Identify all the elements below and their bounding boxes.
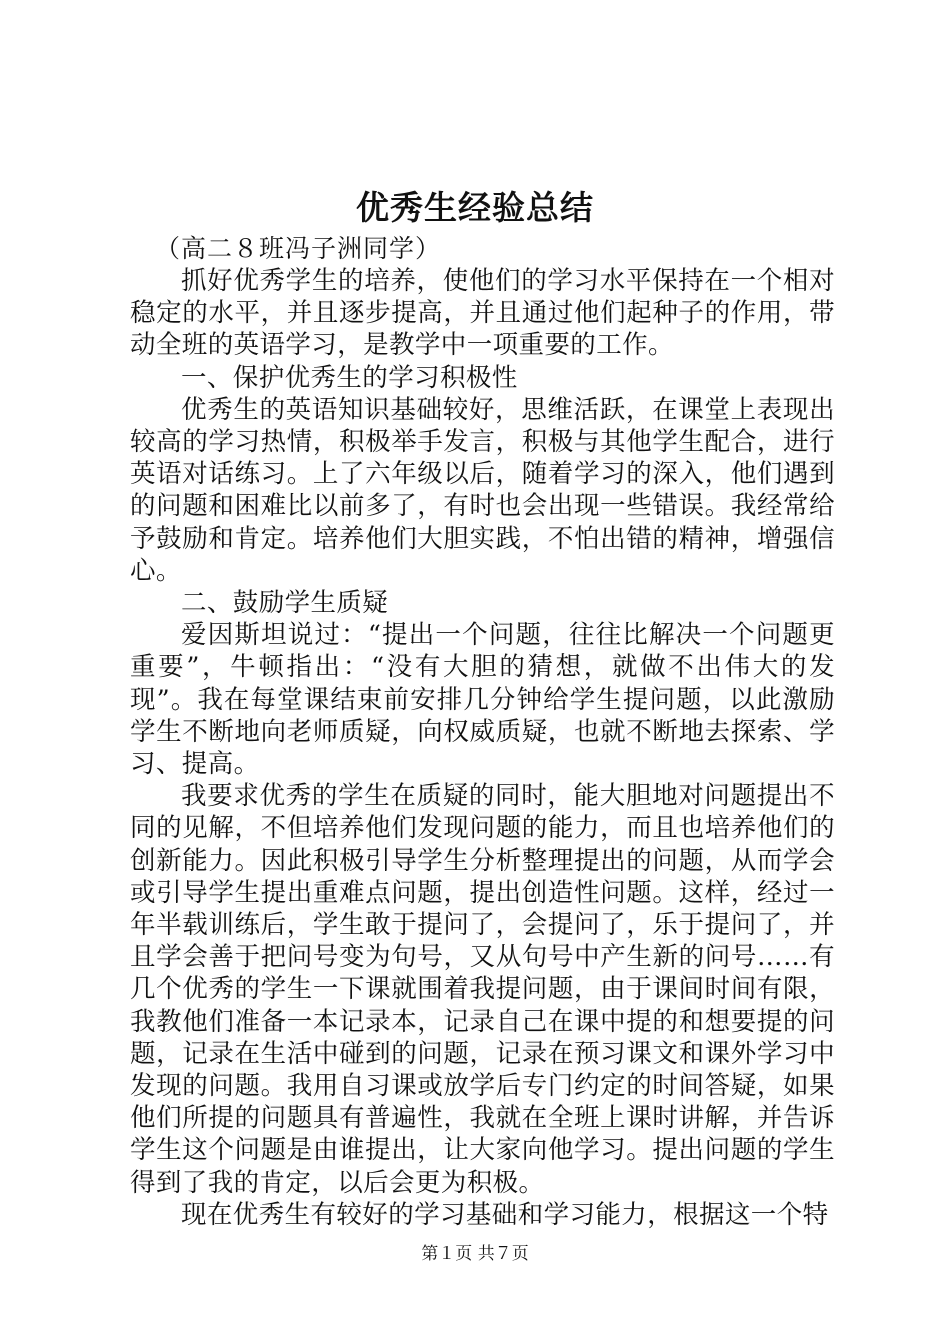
paragraph-section-2a: 爱因斯坦说过：“提出一个问题，往往比解决一个问题更重要”，牛顿指出：“没有大胆的猜想，就做不出伟大的发现”。我在每堂课结束前安排几分钟给学生提问题，以此激励学生不断地向老师质疑，向权威质疑，也就不断地去探索、学习、提高。: [130, 620, 835, 780]
document-body: [130, 265, 835, 1231]
document-subtitle: （高二８班冯子洲同学）: [155, 234, 442, 263]
section-heading-1: 一、保护优秀生的学习积极性: [181, 362, 518, 393]
paragraph-section-2c: 现在优秀生有较好的学习基础和学习能力，根据这一个特: [181, 1199, 829, 1230]
section-heading-2: 二、鼓励学生质疑: [181, 588, 389, 619]
paragraph-intro: 抓好优秀学生的培养，使他们的学习水平保持在一个相对稳定的水平，并且逐步提高，并且通过他们起种子的作用，带动全班的英语学习，是教学中一项重要的工作。: [130, 266, 835, 361]
page-number-footer: 第１页 共７页: [421, 1244, 529, 1264]
paragraph-section-1: 优秀生的英语知识基础较好，思维活跃，在课堂上表现出较高的学习热情，积极举手发言，积极与其他学生配合，进行英语对话练习。上了六年级以后，随着学习的深入，他们遇到的问题和困难比以前多了，有时也会出现一些错误。我经常给予鼓励和肯定。培养他们大胆实践，不怕出错的精神，增强信心。: [130, 394, 835, 586]
paragraph-section-2b: 我要求优秀的学生在质疑的同时，能大胆地对问题提出不同的见解，不但培养他们发现问题的能力，而且也培养他们的创新能力。因此积极引导学生分析整理提出的问题，从而学会或引导学生提出重难点问题，提出创造性问题。这样，经过一年半载训练后，学生敢于提问了，会提问了，乐于提问了，并且学会善于把问号变为句号，又从句号中产生新的问号……有几个优秀的学生一下课就围着我提问题，由于课间时间有限，我教他们准备一本记录本，记录自己在课中提的和想要提的问题，记录在生活中碰到的问题，记录在预习课文和课外学习中发现的问题。我用自习课或放学后专门约定的时间答疑，如果他们所提的问题具有普遍性，我就在全班上课时讲解，并告诉学生这个问题是由谁提出，让大家向他学习。提出问题的学生得到了我的肯定，以后会更为积极。: [130, 781, 835, 1198]
document-title: 优秀生经验总结: [356, 188, 594, 227]
